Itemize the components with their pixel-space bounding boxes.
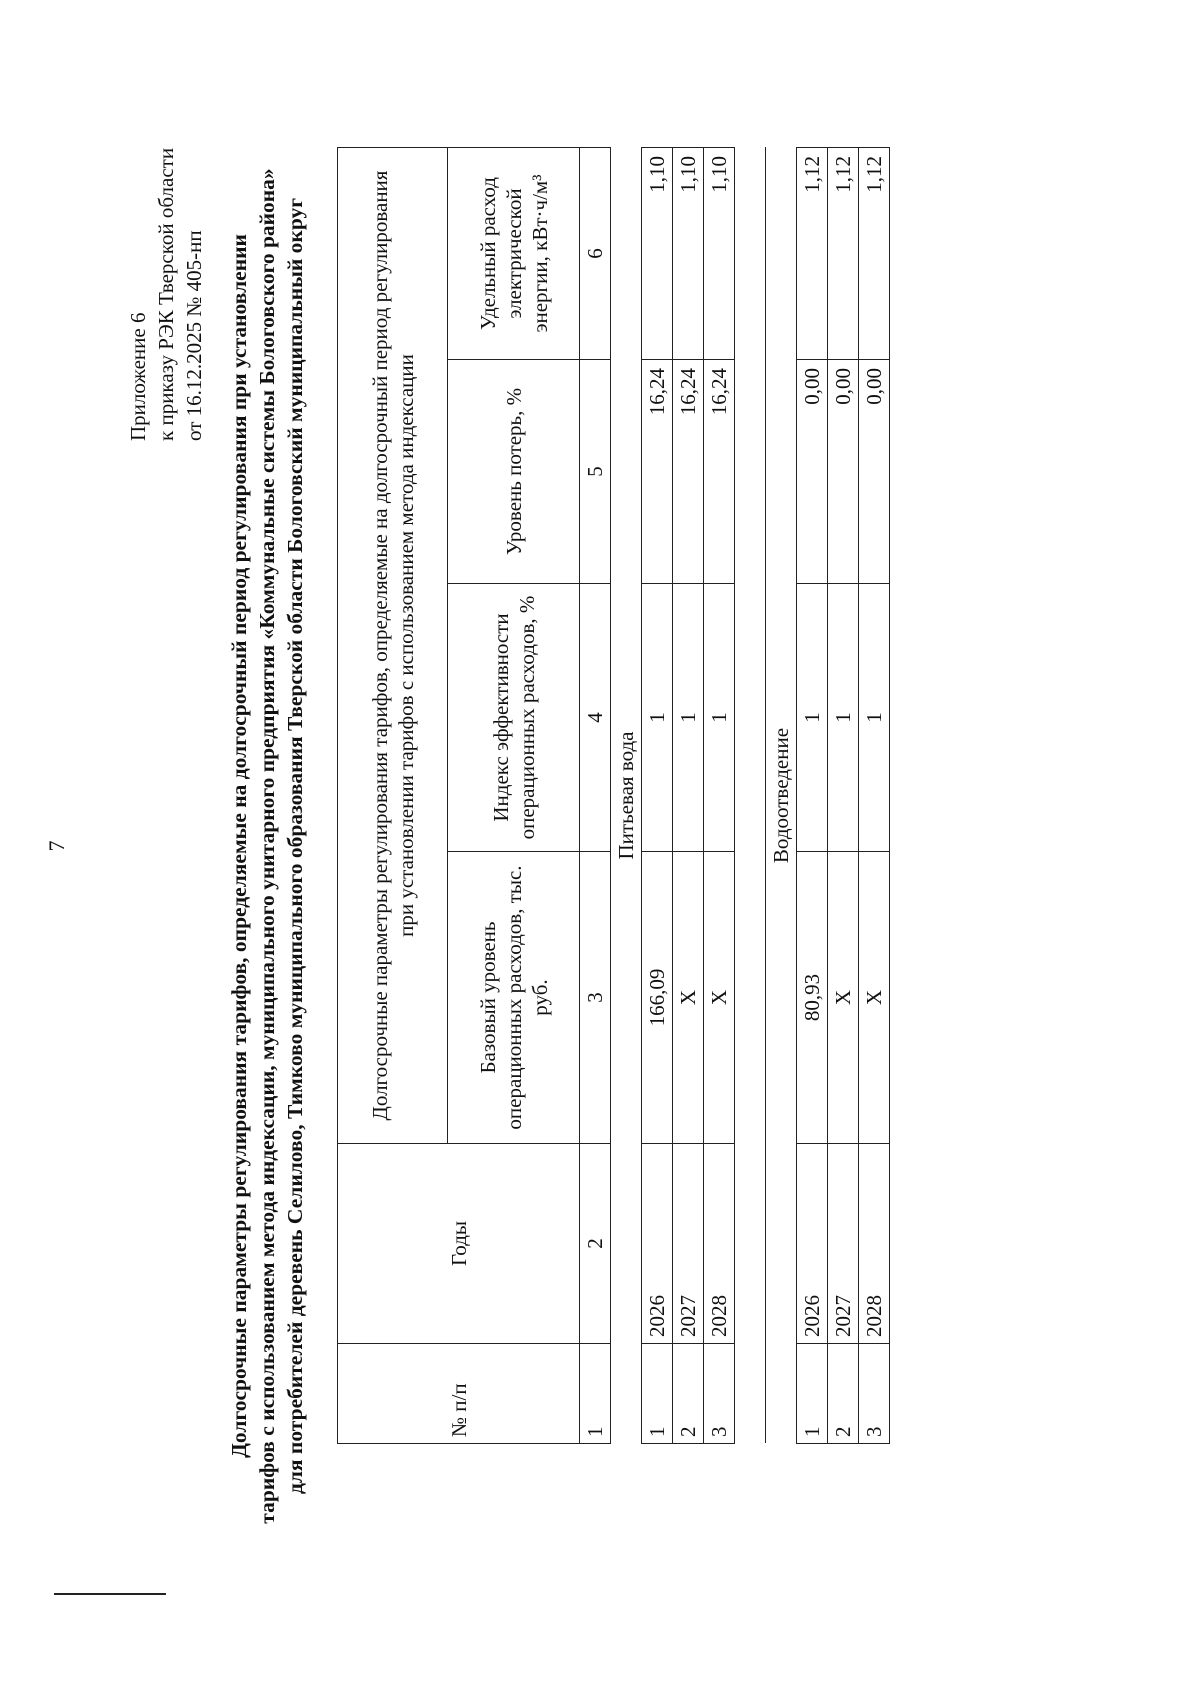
cell-loss: 16,24	[642, 360, 673, 584]
table-row	[673, 148, 704, 1444]
appendix-line-1: Приложение 6	[126, 312, 150, 441]
cell-no: 1	[797, 1344, 828, 1444]
header-loss: Уровень потерь, %	[448, 360, 580, 584]
margin-rule	[54, 1593, 166, 1595]
cell-base: X	[704, 852, 735, 1144]
table-row	[704, 148, 735, 1444]
section-row-drinking-water	[611, 148, 642, 1444]
section-gap	[735, 148, 766, 1444]
appendix-block	[124, 101, 208, 441]
section-title: Питьевая вода	[611, 148, 642, 1444]
document-title	[225, 0, 309, 1696]
cell-energy: 1,10	[673, 148, 704, 360]
title-line-3: для потребителей деревень Селилово, Тимково муниципального образования Тверской области Бологовский муниципальный округ	[283, 198, 307, 1495]
cell-loss: 0,00	[797, 360, 828, 584]
cell-index: 1	[797, 584, 828, 852]
parameters-table	[337, 147, 890, 1444]
cell-base: X	[859, 852, 890, 1144]
header-base: Базовый уровень операционных расходов, тыс. руб.	[448, 852, 580, 1144]
cell-energy: 1,12	[828, 148, 859, 360]
title-line-1: Долгосрочные параметры регулирования тарифов, определяемые на долгосрочный период регулирования при установлении	[227, 234, 251, 1458]
cell-index: 1	[828, 584, 859, 852]
num-cell: 3	[580, 852, 611, 1144]
appendix-line-2: к приказу РЭК Тверской области	[154, 147, 178, 441]
num-cell: 1	[580, 1344, 611, 1444]
cell-base: X	[828, 852, 859, 1144]
cell-no: 3	[859, 1344, 890, 1444]
cell-year: 2028	[859, 1144, 890, 1344]
cell-loss: 0,00	[859, 360, 890, 584]
cell-base: 166,09	[642, 852, 673, 1144]
cell-no: 1	[642, 1344, 673, 1444]
cell-loss: 16,24	[704, 360, 735, 584]
cell-index: 1	[704, 584, 735, 852]
cell-no: 2	[828, 1344, 859, 1444]
num-cell: 2	[580, 1144, 611, 1344]
section-title: Водоотведение	[766, 148, 797, 1444]
appendix-line-3: от 16.12.2025 № 405-нп	[182, 230, 206, 441]
table-row	[797, 148, 828, 1444]
cell-year: 2027	[673, 1144, 704, 1344]
num-cell: 4	[580, 584, 611, 852]
page-number: 7	[44, 840, 69, 852]
table-row	[642, 148, 673, 1444]
table-row	[828, 148, 859, 1444]
num-cell: 5	[580, 360, 611, 584]
num-cell: 6	[580, 148, 611, 360]
cell-no: 2	[673, 1344, 704, 1444]
table-row	[859, 148, 890, 1444]
numbering-row	[580, 148, 611, 1444]
header-group: Долгосрочные параметры регулирования тарифов, определяемые на долгосрочный период регулирования при установлении тарифов с использованием метода индексации	[338, 148, 448, 1144]
cell-energy: 1,12	[797, 148, 828, 360]
cell-base: 80,93	[797, 852, 828, 1144]
cell-year: 2028	[704, 1144, 735, 1344]
header-no: № п/п	[338, 1344, 580, 1444]
title-line-2: тарифов с использованием метода индексации, муниципального унитарного предприятия «Коммунальные системы Бологовского района»	[255, 168, 279, 1524]
header-row-1	[338, 148, 448, 1444]
cell-index: 1	[859, 584, 890, 852]
cell-base: X	[673, 852, 704, 1144]
cell-energy: 1,10	[704, 148, 735, 360]
cell-index: 1	[642, 584, 673, 852]
cell-energy: 1,12	[859, 148, 890, 360]
cell-loss: 16,24	[673, 360, 704, 584]
cell-loss: 0,00	[828, 360, 859, 584]
cell-year: 2026	[797, 1144, 828, 1344]
cell-year: 2027	[828, 1144, 859, 1344]
header-energy: Удельный расход электрической энергии, кВт·ч/м³	[448, 148, 580, 360]
cell-no: 3	[704, 1344, 735, 1444]
header-index: Индекс эффективности операционных расходов, %	[448, 584, 580, 852]
cell-year: 2026	[642, 1144, 673, 1344]
header-years: Годы	[338, 1144, 580, 1344]
cell-index: 1	[673, 584, 704, 852]
section-row-wastewater	[766, 148, 797, 1444]
cell-energy: 1,10	[642, 148, 673, 360]
